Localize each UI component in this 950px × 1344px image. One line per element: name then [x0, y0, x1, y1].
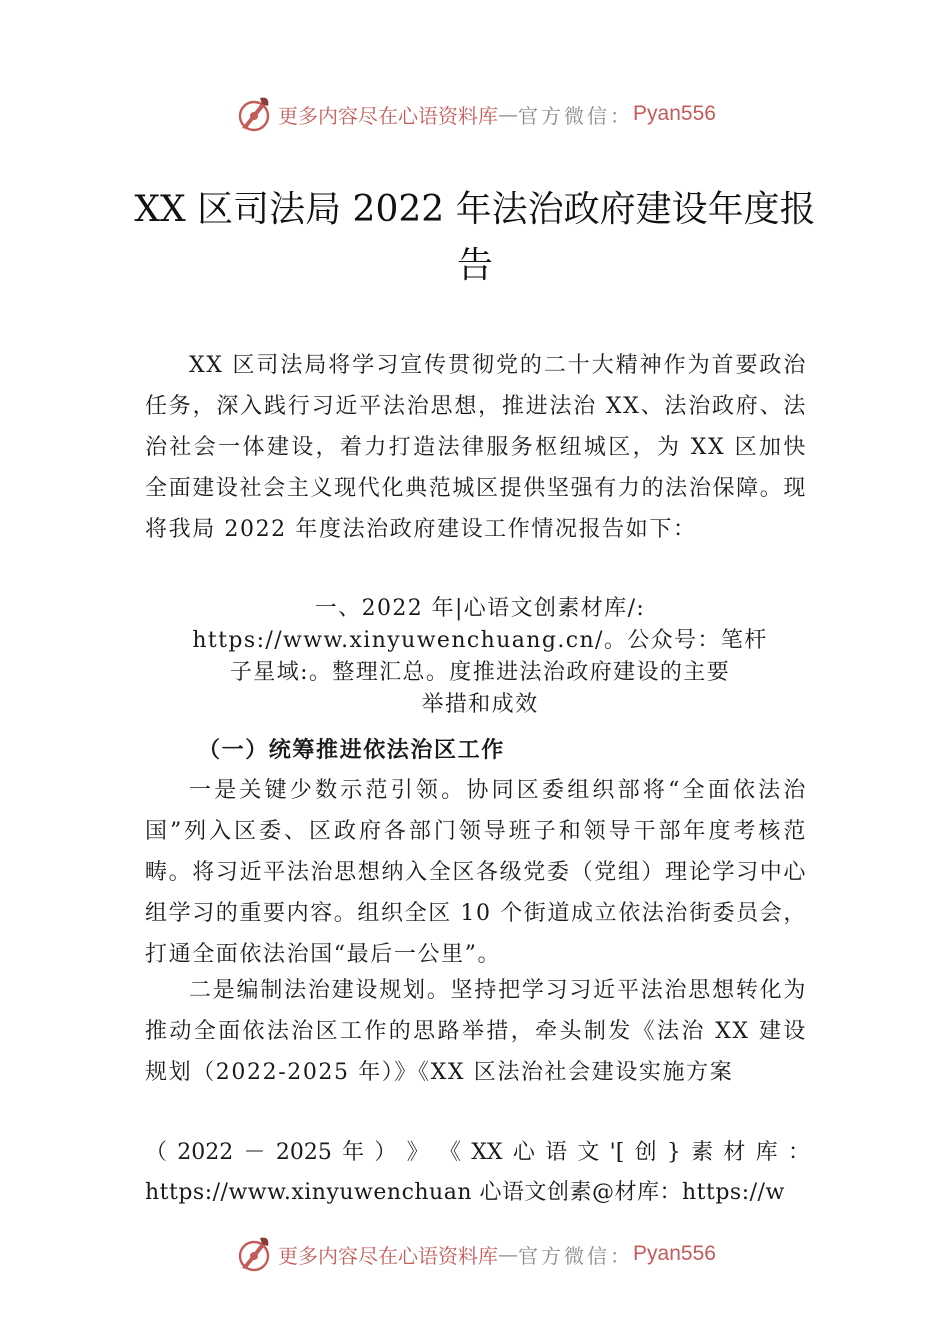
section-heading-line-3: 子星域:。整理汇总。度推进法治政府建设的主要 — [229, 660, 731, 685]
tail-char: 文 — [577, 1140, 600, 1165]
watermark-label: 官方微信： — [518, 103, 634, 128]
watermark-separator: — — [498, 102, 519, 126]
section-heading-line-2: https://www.xinyuwenchuang.cn/。公众号：笔杆 — [192, 628, 768, 653]
watermark-label: 官方微信： — [518, 1243, 634, 1268]
paragraph-3-block — [145, 970, 807, 1093]
section-heading — [190, 593, 770, 721]
intro-paragraph-block — [145, 345, 807, 550]
tail-char: '[ — [609, 1140, 625, 1165]
tail-char: 创 — [634, 1140, 657, 1165]
tail-char: XX — [471, 1140, 503, 1165]
tail-char: － — [243, 1140, 266, 1165]
tail-char: 库 — [755, 1140, 778, 1165]
tail-char: 素 — [691, 1140, 714, 1165]
watermark-wechat-id: Pyan556 — [633, 102, 716, 125]
watermark-footer — [0, 1232, 950, 1276]
quill-pen-circle-icon — [234, 1234, 274, 1274]
paragraph-2-block — [145, 770, 807, 975]
paragraph-3: 二是编制法治建设规划。坚持把学习习近平法治思想转化为推动全面依法治区工作的思路举措，牵头制发《法治 XX 建设规划（2022-2025 年）》《XX 区法治社会建设实施方案 — [145, 978, 807, 1085]
tail-line-2: https://www.xinyuwenchuan 心语文创素@材库：https://w — [145, 1180, 785, 1205]
intro-paragraph: XX 区司法局将学习宣传贯彻党的二十大精神作为首要政治任务，深入践行习近平法治思想，推进法治 XX、法治政府、法治社会一体建设，着力打造法律服务枢纽城区，为 XX 区加快全面建设社会主义现代化典范城区提供坚强有力的法治保障。现将我局 2022 年度法治政府建设工作情况报告如下： — [145, 353, 807, 542]
tail-char: 2022 — [177, 1140, 234, 1165]
watermark-brand-text: 更多内容尽在心语资料库 — [278, 1243, 499, 1268]
watermark-wechat-id: Pyan556 — [633, 1242, 716, 1265]
watermark-separator: — — [498, 1242, 519, 1266]
tail-text-block — [145, 1133, 810, 1213]
tail-char: ） — [374, 1140, 397, 1165]
tail-char: } — [666, 1140, 681, 1165]
document-title — [110, 182, 840, 294]
section-heading-line-1: 一、2022 年|心语文创素材库/: — [314, 596, 646, 621]
document-title-line-2: 告 — [456, 245, 493, 286]
section-heading-line-4: 举措和成效 — [421, 692, 539, 717]
watermark-header — [0, 92, 950, 136]
tail-char: 年 — [342, 1140, 365, 1165]
tail-char: （ — [145, 1140, 168, 1165]
document-title-line-1: XX 区司法局 2022 年法治政府建设年度报 — [134, 189, 816, 230]
sub-heading: （一）统筹推进依法治区工作 — [198, 737, 505, 763]
tail-char: 《 — [438, 1140, 461, 1165]
watermark-brand-text: 更多内容尽在心语资料库 — [278, 103, 499, 128]
tail-char: ： — [787, 1140, 810, 1165]
paragraph-2: 一是关键少数示范引领。协同区委组织部将“全面依法治国”列入区委、区政府各部门领导班子和领导干部年度考核范畴。将习近平法治思想纳入全区各级党委（党组）理论学习中心组学习的重要内容。组织全区 10 个街道成立依法治街委员会，打通全面依法治国“最后一公里”。 — [145, 778, 807, 967]
tail-char: 2025 — [275, 1140, 332, 1165]
tail-char: 语 — [545, 1140, 568, 1165]
quill-pen-circle-icon — [234, 94, 274, 134]
tail-char: 》 — [406, 1140, 429, 1165]
tail-line-1 — [145, 1133, 810, 1173]
tail-char: 材 — [723, 1140, 746, 1165]
tail-char: 心 — [512, 1140, 535, 1165]
